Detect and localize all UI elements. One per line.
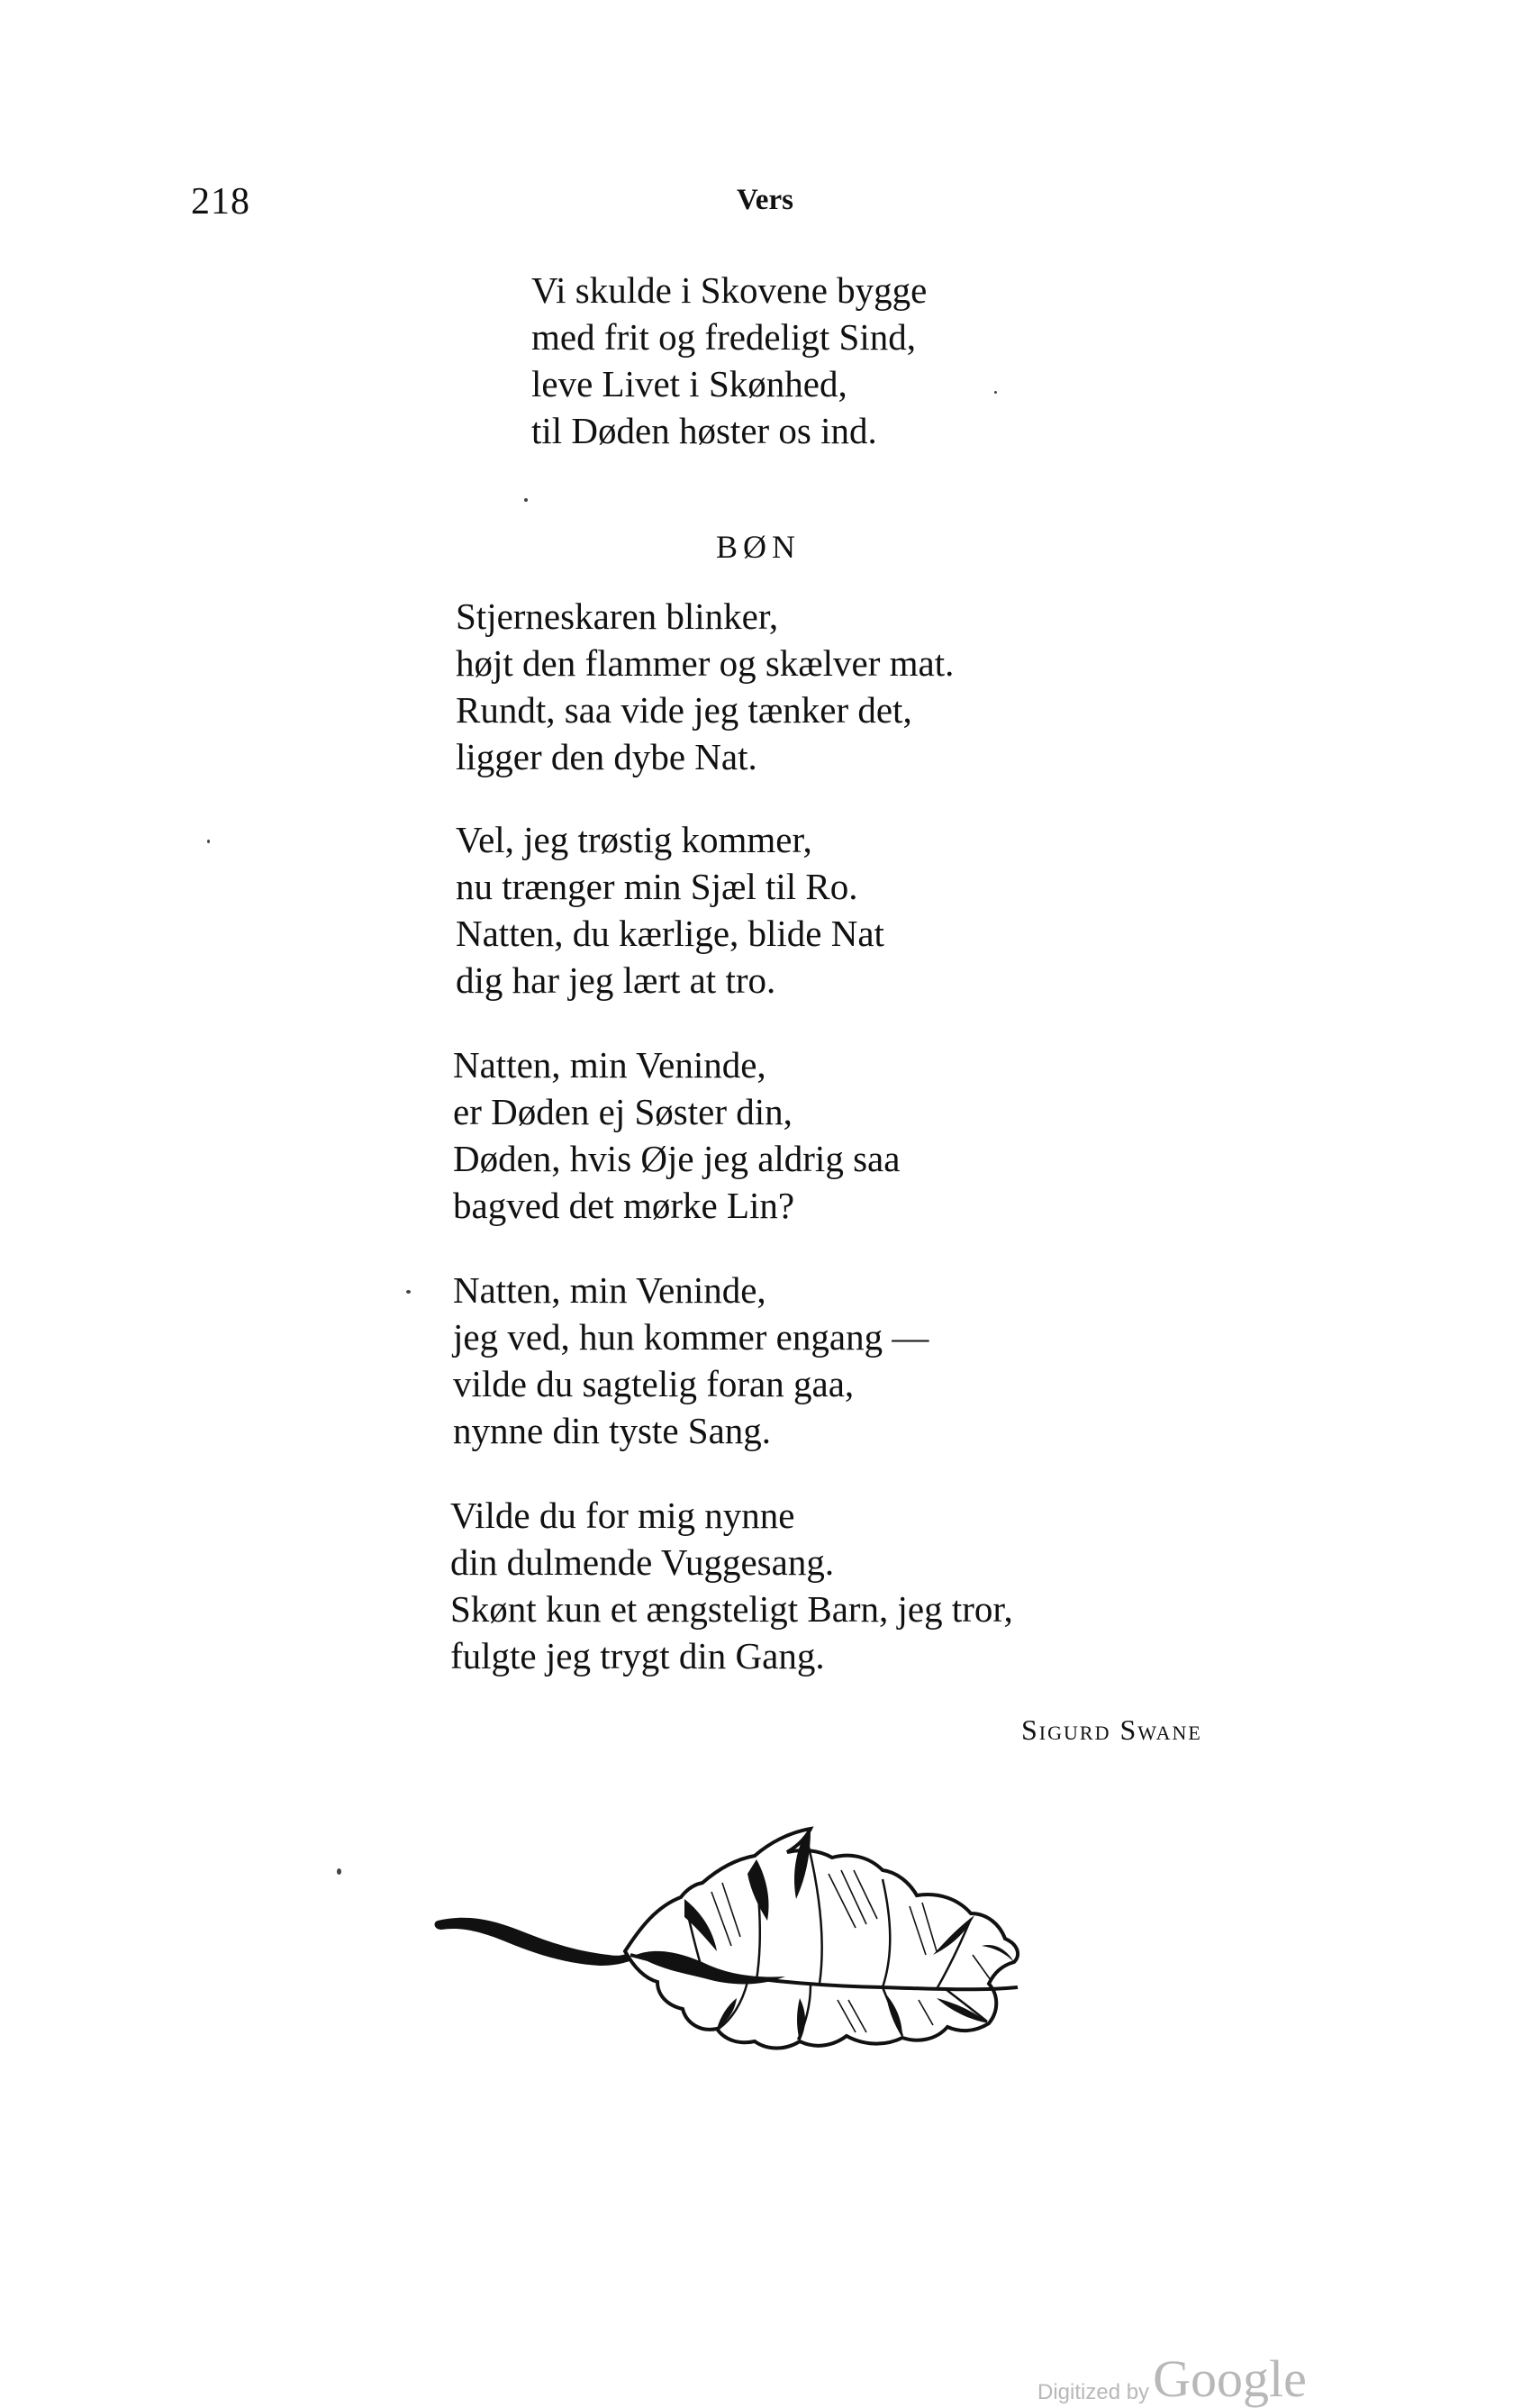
verse-line: med frit og fredeligt Sind,	[531, 316, 916, 358]
verse-line: til Døden høster os ind.	[531, 410, 877, 451]
verse-line: Vi skulde i Skovene bygge	[531, 269, 928, 311]
verse-line: Vel, jeg trøstig kommer,	[456, 819, 812, 860]
digitized-by-google-watermark	[1037, 2349, 1307, 2408]
scan-speck	[406, 1290, 411, 1294]
stanza-4	[453, 1267, 929, 1454]
stanza-5	[450, 1492, 1013, 1679]
verse-line: dig har jeg lært at tro.	[456, 959, 776, 1001]
verse-line: leve Livet i Skønhed,	[531, 363, 847, 404]
running-title: Vers	[737, 184, 793, 216]
google-wordmark: Google	[1153, 2349, 1307, 2408]
verse-line: vilde du sagtelig foran gaa,	[453, 1363, 855, 1404]
verse-line: jeg ved, hun kommer engang —	[453, 1316, 929, 1358]
verse-line: højt den flammer og skælver mat.	[456, 642, 955, 684]
page-number: 218	[191, 181, 250, 223]
verse-line: fulgte jeg trygt din Gang.	[450, 1635, 825, 1677]
stanza-1	[456, 593, 954, 780]
verse-line: Natten, du kærlige, blide Nat	[456, 913, 884, 954]
poem-author: Sigurd Swane	[1021, 1713, 1202, 1746]
verse-line: bagved det mørke Lin?	[453, 1185, 795, 1226]
verse-line: Skønt kun et ængsteligt Barn, jeg tror,	[450, 1588, 1013, 1630]
verse-line: Natten, min Veninde,	[453, 1044, 766, 1086]
verse-line: nynne din tyste Sang.	[453, 1410, 772, 1451]
previous-poem-ending	[531, 267, 927, 454]
verse-line: Vilde du for mig nynne	[450, 1495, 795, 1536]
scan-speck	[524, 498, 528, 502]
verse-line: nu trænger min Sjæl til Ro.	[456, 866, 858, 907]
verse-line: Stjerneskaren blinker,	[456, 595, 779, 637]
scan-speck	[207, 840, 210, 843]
stanza-2	[456, 816, 884, 1004]
scan-speck	[337, 1868, 341, 1875]
verse-line: er Døden ej Søster din,	[453, 1091, 793, 1132]
scan-speck	[994, 391, 997, 394]
stanza-3	[453, 1041, 900, 1229]
verse-line: Rundt, saa vide jeg tænker det,	[456, 689, 912, 731]
oak-leaf-icon	[432, 1820, 1081, 2081]
poem-title: BØN	[716, 529, 802, 565]
verse-line: din dulmende Vuggesang.	[450, 1541, 835, 1583]
watermark-prefix: Digitized by	[1037, 2380, 1150, 2404]
verse-line: Døden, hvis Øje jeg aldrig saa	[453, 1138, 901, 1179]
verse-line: ligger den dybe Nat.	[456, 736, 757, 777]
verse-line: Natten, min Veninde,	[453, 1269, 766, 1311]
